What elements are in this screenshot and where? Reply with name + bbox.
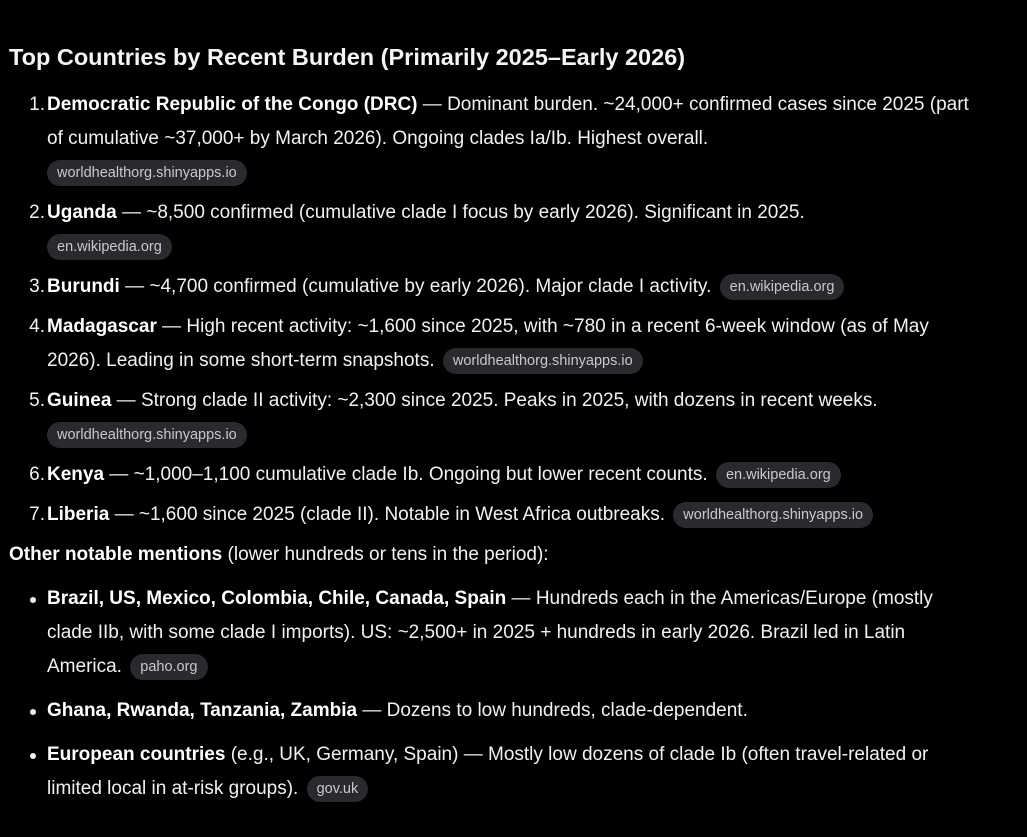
country-detail: — ~8,500 confirmed (cumulative clade I focus by early 2026). Significant in 2025. [116,202,805,223]
list-item [9,384,969,452]
country-detail: — ~4,700 confirmed (cumulative by early 2026). Major clade I activity. [119,276,712,297]
list-item [9,498,969,532]
other-mentions-list [9,582,969,806]
country-detail: — Dozens to low hundreds, clade-dependent. [357,700,748,721]
country-detail: — Hundreds each in the Americas/Europe (mostly clade IIb, with some clade I imports). US: ~2,500+ in 2025 + hundreds in early 2026. Brazil led in Latin America. [47,588,933,677]
section-heading: Top Countries by Recent Burden (Primarily 2025–Early 2026) [9,44,686,70]
source-chip[interactable]: worldhealthorg.shinyapps.io [673,502,873,528]
mentions-detail: (lower hundreds or tens in the period): [222,544,549,565]
list-item [9,88,969,190]
source-chip[interactable]: en.wikipedia.org [47,234,172,260]
country-detail: — ~1,600 since 2025 (clade II). Notable in West Africa outbreaks. [109,504,666,525]
source-chip[interactable]: en.wikipedia.org [716,462,841,488]
list-item [9,694,969,728]
list-item [9,196,969,264]
country-name: Guinea [47,390,112,411]
source-chip[interactable]: gov.uk [307,776,369,802]
bullet-dot [30,597,36,603]
country-detail: — Strong clade II activity: ~2,300 since 2025. Peaks in 2025, with dozens in recent weeks. [111,390,878,411]
list-item [9,738,969,806]
response-content [9,40,969,816]
list-number: 5. [29,390,45,411]
list-item [9,582,969,684]
list-number: 6. [29,464,45,485]
country-name: European countries [47,744,226,765]
list-number: 4. [29,316,45,337]
bullet-dot [30,753,36,759]
list-number: 7. [29,504,45,525]
list-number: 2. [29,202,45,223]
source-chip[interactable]: worldhealthorg.shinyapps.io [443,348,643,374]
list-item [9,458,969,492]
top-countries-list [9,88,969,532]
mentions-label: Other notable mentions [9,544,223,565]
country-name: Brazil, US, Mexico, Colombia, Chile, Canada, Spain [47,588,507,609]
country-name: Ghana, Rwanda, Tanzania, Zambia [47,700,358,721]
list-item [9,270,969,304]
country-name: Kenya [47,464,105,485]
country-name: Burundi [47,276,120,297]
country-name: Uganda [47,202,117,223]
source-chip[interactable]: paho.org [130,654,207,680]
list-number: 1. [29,94,45,115]
country-detail: — Dominant burden. ~24,000+ confirmed cases since 2025 (part of cumulative ~37,000+ by March 2026). Ongoing clades Ia/Ib. Highest overall. [47,94,969,149]
list-item [9,310,969,378]
country-detail: (e.g., UK, Germany, Spain) — Mostly low dozens of clade Ib (often travel-related or limited local in at-risk groups). [47,744,929,799]
country-detail: — High recent activity: ~1,600 since 2025, with ~780 in a recent 6-week window (as of May 2026). Leading in some short-term snapshots. [47,316,929,371]
source-chip[interactable]: worldhealthorg.shinyapps.io [47,160,247,186]
bullet-dot [30,709,36,715]
list-number: 3. [29,276,45,297]
country-name: Liberia [47,504,110,525]
source-chip[interactable]: en.wikipedia.org [720,274,845,300]
country-name: Democratic Republic of the Congo (DRC) [47,94,418,115]
country-detail: — ~1,000–1,100 cumulative clade Ib. Ongoing but lower recent counts. [104,464,708,485]
source-chip[interactable]: worldhealthorg.shinyapps.io [47,422,247,448]
other-mentions-heading [9,538,969,572]
country-name: Madagascar [47,316,157,337]
